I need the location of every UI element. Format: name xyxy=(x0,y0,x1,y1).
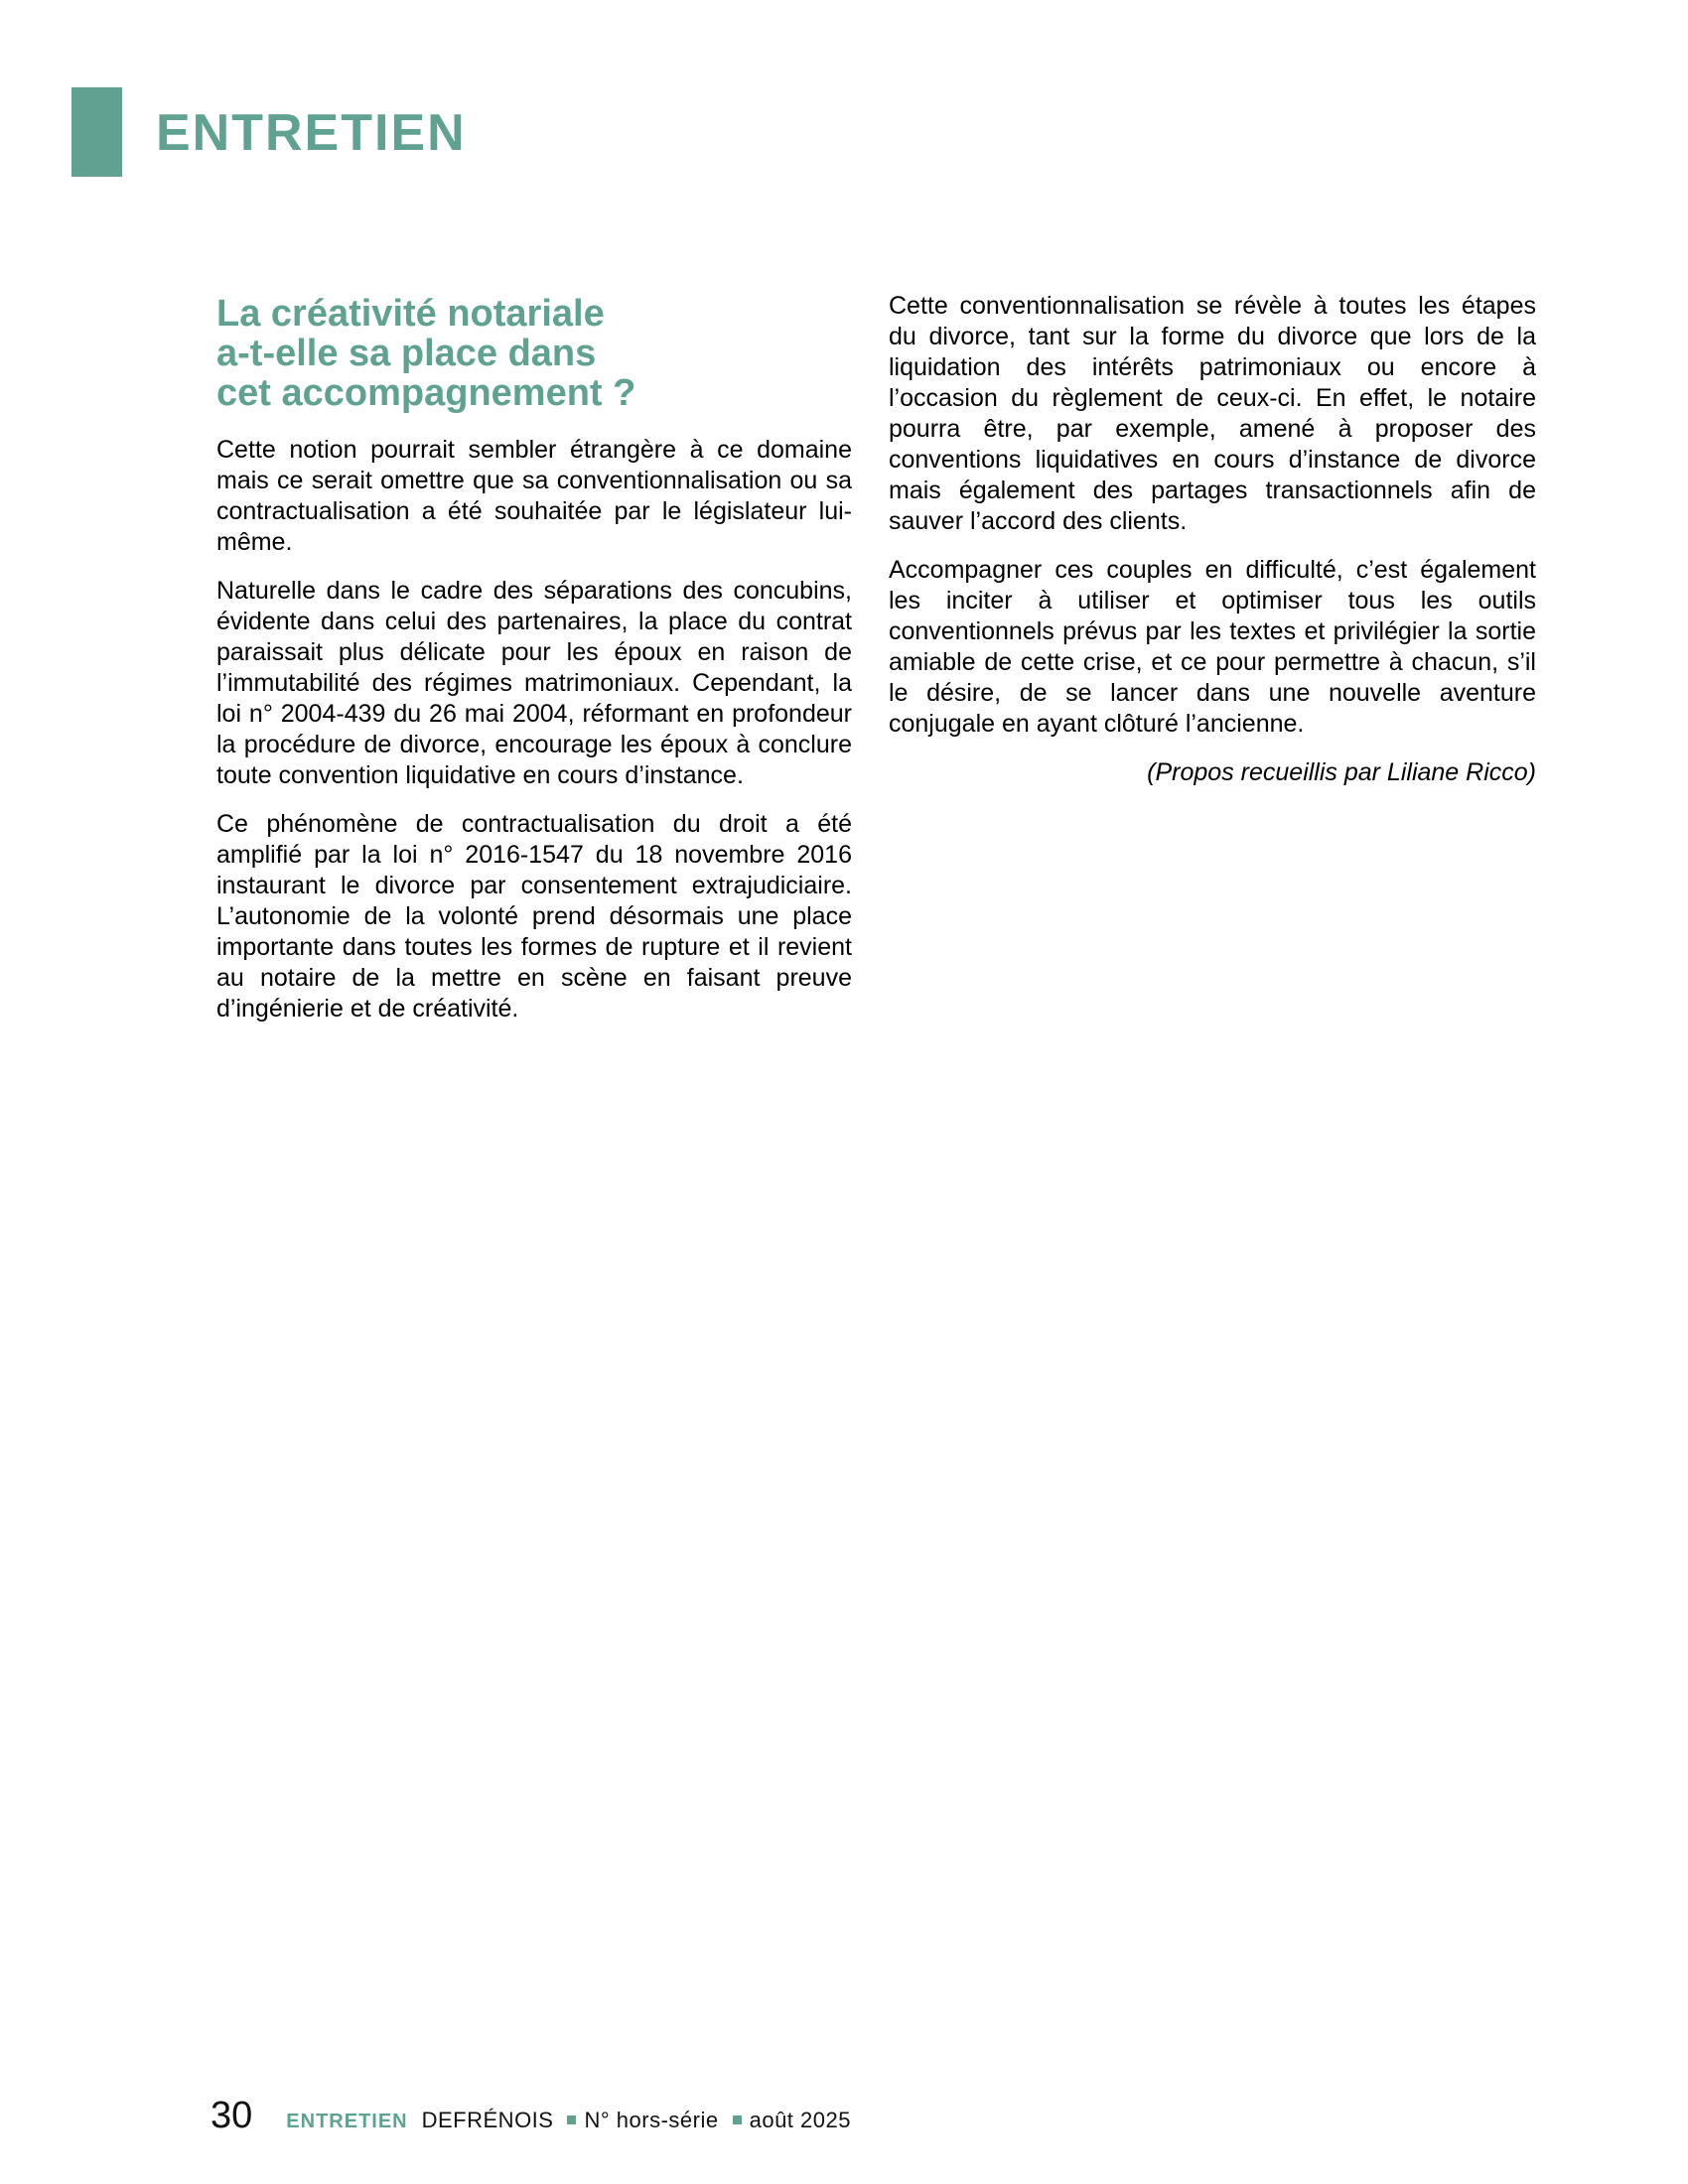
issue-label: N° hors-série xyxy=(584,2108,719,2132)
interview-byline: (Propos recueillis par Liliane Ricco) xyxy=(1147,758,1536,786)
footer-section-label: ENTRETIEN xyxy=(286,2111,408,2132)
section-accent-block xyxy=(71,87,122,177)
question-heading-line-2: a-t-elle sa place dans xyxy=(216,333,597,374)
right-column xyxy=(889,291,1536,788)
question-heading-line-3: cet accompagnement ? xyxy=(216,372,636,414)
question-heading xyxy=(216,294,852,413)
separator-square-icon xyxy=(567,2116,576,2124)
separator-square-icon xyxy=(733,2116,742,2124)
body-paragraph: Cette notion pourrait sembler étrangère à ce domaine mais ce serait omettre que sa conventionnalisation ou sa contractualisation a été souhaitée par le législateur lui-même. xyxy=(216,436,852,556)
body-paragraph: Cette conventionnalisation se révèle à toutes les étapes du divorce, tant sur la forme du divorce que lors de la liquidation des intérêts patrimoniaux ou encore à l’occasion du règlement de ceux-ci. En effet, le notaire pourra être, par exemple, amené à proposer des conventions liquidatives en cours d’instance de divorce mais également des partages transactionnels afin de sauver l’accord des clients. xyxy=(889,292,1536,535)
body-paragraph: Accompagner ces couples en difficulté, c’est également les inciter à utiliser et optimiser tous les outils conventionnels prévus par les textes et privilégier la sortie amiable de cette crise, et ce pour permettre à chacun, s’il le désire, de se lancer dans une nouvelle aventure conjugale en ayant clôturé l’ancienne. xyxy=(889,556,1536,738)
section-title: ENTRETIEN xyxy=(156,104,467,162)
page-footer xyxy=(211,2097,851,2134)
page-number: 30 xyxy=(211,2095,253,2136)
journal-name: DEFRÉNOIS xyxy=(421,2108,554,2132)
body-paragraph: Naturelle dans le cadre des séparations des concubins, évidente dans celui des partenaires, la place du contrat paraissait plus délicate pour les époux en raison de l’immutabilité des régimes matrimoniaux. Cependant, la loi n° 2004-439 du 26 mai 2004, réformant en profondeur la procédure de divorce, encourage les époux à conclure toute convention liquidative en cours d’instance. xyxy=(216,577,852,789)
left-column xyxy=(216,294,852,1042)
body-paragraph: Ce phénomène de contractualisation du droit a été amplifié par la loi n° 2016-1547 du 18 novembre 2016 instaurant le divorce par consentement extrajudiciaire. L’autonomie de la volonté prend désormais une place importante dans toutes les formes de rupture et il revient au notaire de la mettre en scène en faisant preuve d’ingénierie et de créativité. xyxy=(216,810,852,1023)
issue-date: août 2025 xyxy=(749,2108,851,2132)
question-heading-line-1: La créativité notariale xyxy=(216,293,605,335)
